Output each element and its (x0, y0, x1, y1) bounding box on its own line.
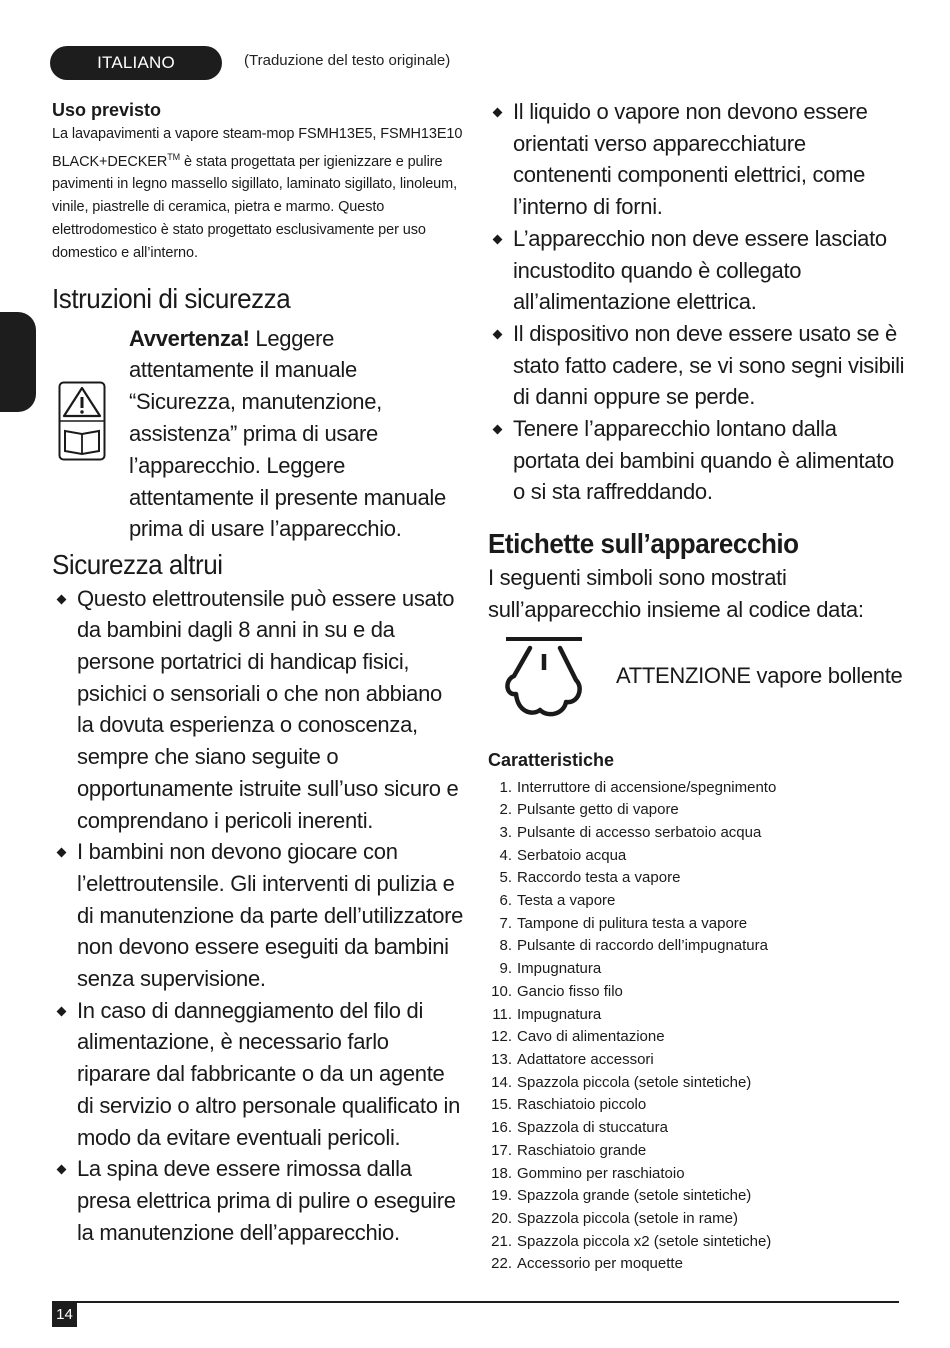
bullet-diamond-icon (493, 329, 503, 339)
intended-use-title: Uso previsto (52, 100, 162, 120)
bullet-diamond-icon (57, 1165, 67, 1175)
trademark-mark: TM (167, 151, 181, 162)
bullet-diamond-icon (493, 425, 503, 435)
labels-title: Etichette sull’apparecchio (488, 528, 799, 560)
translation-note: (Traduzione del testo originale) (244, 52, 451, 69)
list-item: 10. Gancio fisso filo (491, 982, 623, 1000)
others-safety-title: Sicurezza altrui (52, 548, 223, 580)
side-thumb-tab (0, 312, 36, 412)
list-item: 17. Raschiatoio grande (491, 1141, 647, 1159)
list-item: Il liquido o vapore non devono essere orientati verso apparecchiature contenenti componenti elettrici, come l’interno di forni. (488, 96, 908, 223)
safety-title: Istruzioni di sicurezza (52, 282, 291, 314)
list-item: 11. Impugnatura (492, 1005, 602, 1023)
list-item: 7. Tampone di pulitura testa a vapore (499, 914, 748, 932)
list-item: La spina deve essere rimossa dalla presa elettrica prima di pulire o eseguire la manutenzione dell’apparecchio. (52, 1153, 464, 1248)
right-column (488, 96, 908, 1276)
bullet-diamond-icon (493, 234, 503, 244)
list-item: 19. Spazzola grande (setole sintetiche) (491, 1187, 752, 1205)
bullet-diamond-icon (57, 594, 67, 604)
footer-rule (52, 1301, 899, 1303)
list-item: 20. Spazzola piccola (setole in rame) (491, 1209, 738, 1227)
list-item: In caso di danneggiamento del filo di alimentazione, è necessario farlo riparare dal fabbricante o da un agente di servizio o altro personale qualificato in modo da evitare eventuali pericoli. (52, 995, 464, 1154)
left-column (52, 100, 464, 1248)
list-item: 18. Gommino per raschiatoio (491, 1164, 685, 1182)
list-item: 6. Testa a vapore (499, 892, 616, 910)
list-item: 2. Pulsante getto di vapore (499, 801, 679, 819)
list-item: 8. Pulsante di raccordo dell’impugnatura (499, 937, 768, 955)
bullet-diamond-icon (57, 848, 67, 858)
list-item: 1. Interruttore di accensione/spegnimento (499, 778, 777, 796)
list-item: Il dispositivo non deve essere usato se è stato fatto cadere, se vi sono segni visibili di danni oppure se perde. (488, 318, 908, 413)
list-item: 21. Spazzola piccola x2 (setole sintetiche) (491, 1232, 772, 1250)
list-item: 5. Raccordo testa a vapore (499, 869, 681, 887)
labels-intro: I seguenti simboli sono mostrati sull’apparecchio insieme al codice data: (488, 565, 864, 622)
list-item: 13. Adattatore accessori (491, 1050, 654, 1068)
list-item: 3. Pulsante di accesso serbatoio acqua (499, 823, 762, 841)
list-item: 22. Accessorio per moquette (491, 1255, 683, 1273)
device-safety-list (488, 96, 908, 508)
bullet-diamond-icon (493, 108, 503, 118)
hot-steam-symbol-row (488, 636, 908, 732)
list-item: Questo elettroutensile può essere usato da bambini dagli 8 anni in su e da persone portatrici di handicap fisici, psichici o sensoriali o che non abbiano la dovuta esperienza o conoscenza, sempre che siano seguite o opportunamente istruite sull’uso sicuro e comprendano i pericoli inerenti. (52, 583, 464, 837)
list-item: I bambini non devono giocare con l’elettroutensile. Gli interventi di pulizia e di manutenzione da parte dell’utilizzatore non devono essere eseguiti da bambini senza supervisione. (52, 836, 464, 995)
hot-steam-icon (502, 636, 586, 722)
features-title: Caratteristiche (488, 749, 615, 770)
list-item: 16. Spazzola di stuccatura (491, 1119, 668, 1137)
warning-manual-icon (58, 381, 106, 461)
list-item: L’apparecchio non deve essere lasciato incustodito quando è collegato all’alimentazione elettrica. (488, 223, 908, 318)
list-item: 4. Serbatoio acqua (499, 846, 627, 864)
warning-block (52, 323, 464, 542)
list-item: 14. Spazzola piccola (setole sintetiche) (491, 1073, 752, 1091)
language-tab: ITALIANO (50, 46, 222, 80)
features-list (488, 777, 908, 1276)
list-item: 9. Impugnatura (499, 960, 602, 978)
hot-steam-label: ATTENZIONE vapore bollente (616, 662, 903, 688)
intended-use-text: La lavapavimenti a vapore steam-mop FSMH13E5, FSMH13E10 BLACK+DECKER™ è stata progettata per igienizzare e pulire pavimenti in legno massello sigillato, laminato sigillato, linoleum, vinile, piastrelle di ceramica, pietra e marmo. Questo elettrodomestico è stato progettato esclusivamente per uso domestico e all’interno. (52, 126, 463, 261)
bullet-diamond-icon (57, 1006, 67, 1016)
list-item: Tenere l’apparecchio lontano dalla portata dei bambini quando è alimentato o si sta raffreddando. (488, 413, 908, 508)
others-safety-list (52, 583, 464, 1249)
list-item: 15. Raschiatoio piccolo (491, 1096, 647, 1114)
page-number: 14 (52, 1303, 77, 1327)
warning-text: Avvertenza! Leggere attentamente il manuale “Sicurezza, manutenzione, assistenza” prima di usare l’apparecchio. Leggere attentamente il presente manuale prima di usare l’apparecchio. (129, 325, 446, 542)
list-item: 12. Cavo di alimentazione (491, 1028, 665, 1046)
